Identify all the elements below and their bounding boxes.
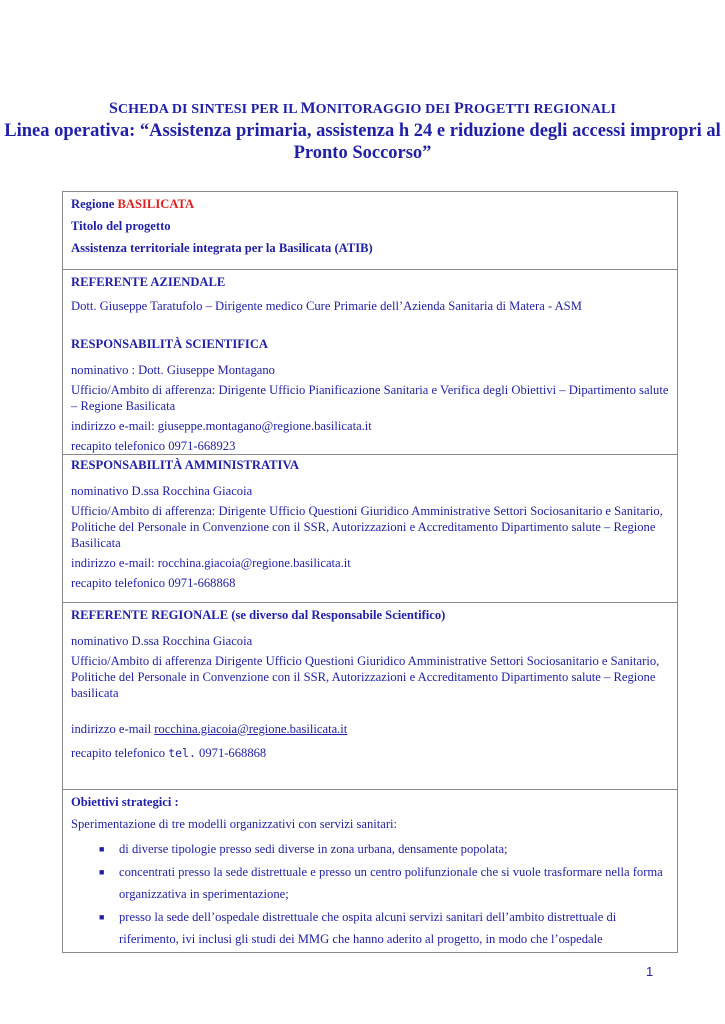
list-item: ■ concentrati presso la sede distrettuale e presso un centro polifunzionale che si vuole trasformare nella forma organizzativa in sperimentazione; (119, 861, 669, 906)
scientifica-nominativo: nominativo : Dott. Giuseppe Montagano (71, 363, 275, 377)
amministrativa-nominativo: nominativo D.ssa Rocchina Giacoia (71, 484, 253, 498)
scientifica-email: indirizzo e-mail: giuseppe.montagano@regione.basilicata.it (71, 419, 372, 433)
square-bullet-icon: ■ (99, 866, 105, 877)
referente-regionale-heading: REFERENTE REGIONALE (se diverso dal Responsabile Scientifico) (71, 608, 446, 622)
obiettivi-intro: Sperimentazione di tre modelli organizzativi con servizi sanitari: (71, 817, 398, 831)
page-number: 1 (646, 964, 654, 979)
amministrativa-email: indirizzo e-mail: rocchina.giacoia@regione.basilicata.it (71, 556, 351, 570)
responsabilita-scientifica-heading: RESPONSABILITÀ SCIENTIFICA (71, 337, 269, 351)
regionale-phone: recapito telefonico tel. 0971-668868 (71, 746, 267, 760)
referente-regionale-row (63, 603, 678, 790)
linea-operativa-title: Linea operativa: “Assistenza primaria, assistenza h 24 e riduzione degli accessi impropri al Pronto Soccorso” (4, 121, 721, 163)
regionale-nominativo: nominativo D.ssa Rocchina Giacoia (71, 634, 253, 648)
regionale-email-link[interactable]: rocchina.giacoia@regione.basilicata.it (154, 722, 348, 736)
document-title-smallcaps: SCHEDA DI SINTESI PER IL MONITORAGGIO DEI PROGETTI REGIONALI (108, 100, 617, 117)
regionale-email: indirizzo e-mail rocchina.giacoia@regione.basilicata.it (71, 722, 348, 736)
scientifica-ufficio: Ufficio/Ambito di afferenza: Dirigente Ufficio Pianificazione Sanitaria e Verifica degli Obiettivi – Dipartimento salute – Regione Basilicata (71, 383, 669, 413)
regionale-ufficio: Ufficio/Ambito di afferenza Dirigente Ufficio Questioni Giuridico Amministrative Settori Sociosanitario e Sanitario, Politiche del Personale in Convenzione con il SSR, Autorizzazioni e Accreditamento Dipartimento salute – Regione basilicata (71, 654, 660, 700)
project-info-row (63, 192, 678, 270)
square-bullet-icon: ■ (99, 844, 105, 854)
project-summary-table (62, 191, 678, 953)
amministrativa-heading: RESPONSABILITÀ AMMINISTRATIVA (71, 458, 300, 472)
amministrativa-phone: recapito telefonico 0971-668868 (71, 576, 236, 590)
list-item: ■ presso la sede dell’ospedale distrettuale che ospita alcuni servizi sanitari dell’ambito distrettuale di riferimento, ivi inclusi gli studi dei MMG che hanno aderito al progetto, in modo che l’ospedale (119, 906, 669, 951)
region-line: Regione BASILICATA (71, 197, 195, 211)
referente-aziendale-heading: REFERENTE AZIENDALE (71, 275, 226, 289)
obiettivi-list (71, 838, 669, 951)
referente-aziendale-row (63, 270, 678, 455)
project-title: Assistenza territoriale integrata per la Basilicata (ATIB) (71, 241, 373, 255)
scientifica-phone: recapito telefonico 0971-668923 (71, 439, 236, 453)
square-bullet-icon: ■ (99, 911, 105, 922)
amministrativa-ufficio: Ufficio/Ambito di afferenza: Dirigente Ufficio Questioni Giuridico Amministrative Settori Sociosanitario e Sanitario, Politiche del Personale in Convenzione con il SSR, Autorizzazioni e Accreditamento Dipartimento salute – Regione Basilicata (71, 504, 663, 550)
responsabilita-amministrativa-row (63, 455, 678, 603)
region-name: BASILICATA (117, 197, 195, 211)
project-title-label: Titolo del progetto (71, 219, 171, 233)
document-header (0, 100, 725, 164)
obiettivi-heading: Obiettivi strategici : (71, 795, 179, 809)
referente-aziendale-text: Dott. Giuseppe Taratufolo – Dirigente medico Cure Primarie dell’Azienda Sanitaria di Matera - ASM (71, 299, 582, 313)
list-item: ■ di diverse tipologie presso sedi diverse in zona urbana, densamente popolata; (119, 838, 669, 861)
obiettivi-row (63, 790, 678, 953)
